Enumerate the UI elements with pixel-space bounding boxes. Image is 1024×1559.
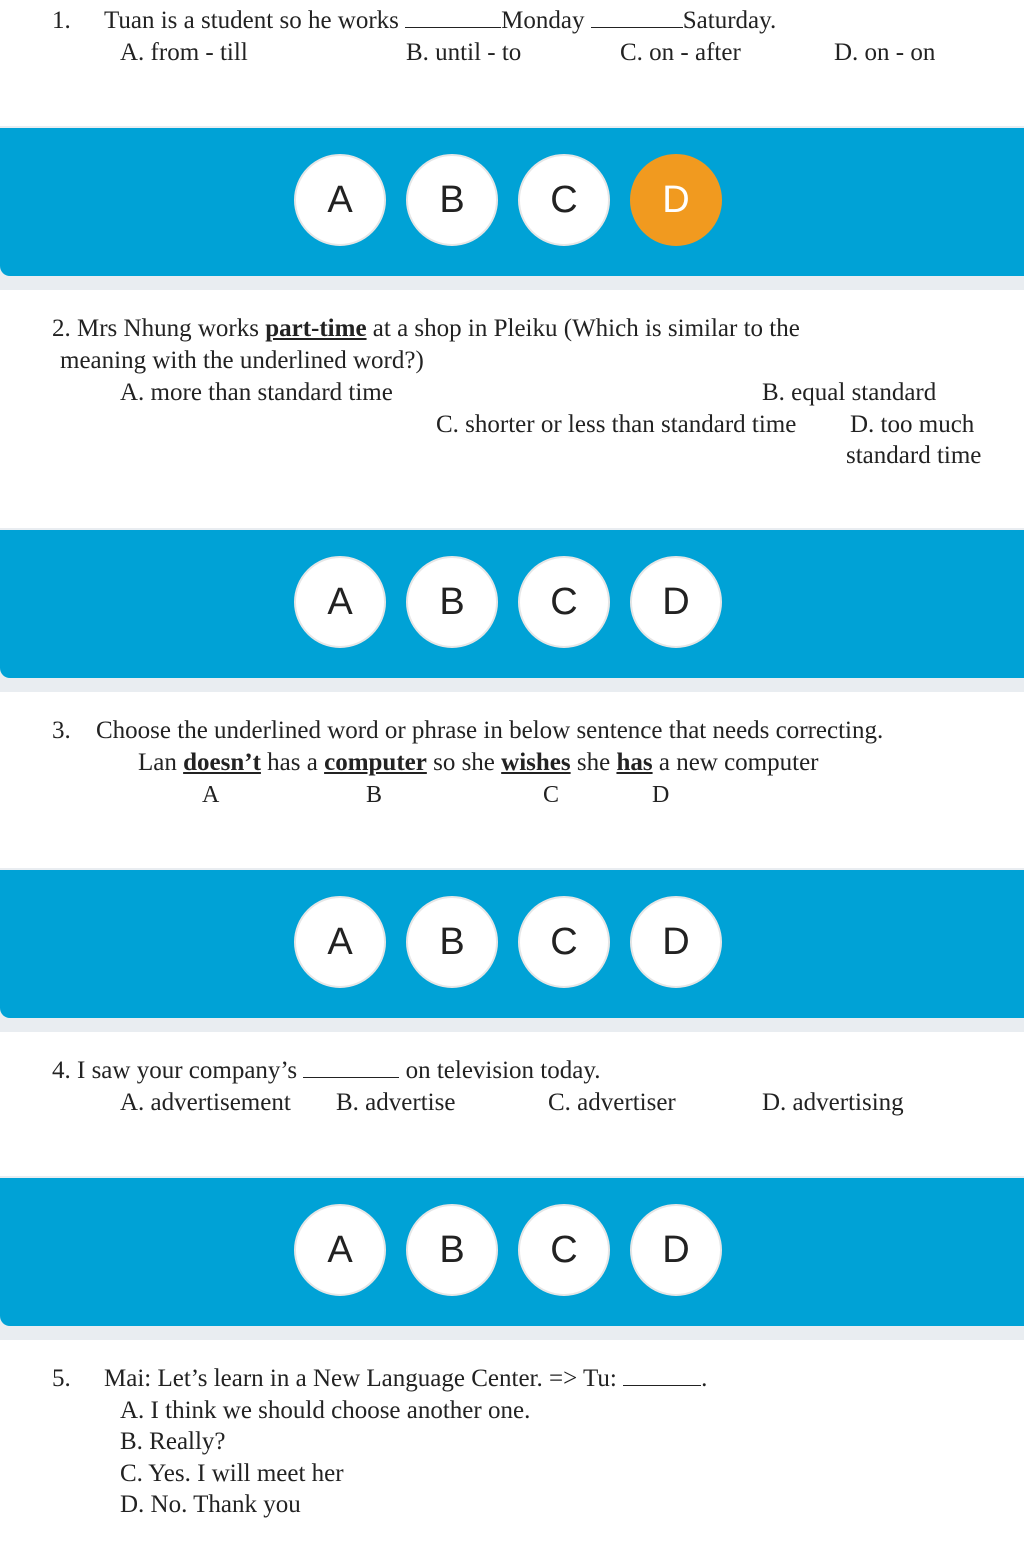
q4-answer-a-button[interactable]: A — [294, 1204, 386, 1296]
question-4-card — [0, 1032, 1024, 1176]
question-3-card — [0, 692, 1024, 868]
q1-answer-b-button[interactable]: B — [406, 154, 498, 246]
q2-option-d-line2: standard time — [846, 442, 982, 469]
q1-option-b: B. until - to — [406, 39, 522, 66]
q1-blank-2 — [591, 26, 683, 28]
q3-label-d: D — [652, 782, 670, 808]
q2-answer-d-button[interactable]: D — [630, 556, 722, 648]
q2-underlined-word: part-time — [265, 315, 367, 342]
answer-choices-1 — [294, 154, 722, 246]
q3-answer-b-button[interactable]: B — [406, 896, 498, 988]
q2-number: 2. — [52, 315, 71, 342]
q2-stem-part2: at a shop in Pleiku (Which is similar to the — [372, 315, 800, 342]
q1-option-d: D. on - on — [834, 39, 936, 66]
q2-answer-c-button[interactable]: C — [518, 556, 610, 648]
q4-blank — [303, 1076, 399, 1078]
q4-option-c: C. advertiser — [548, 1089, 676, 1116]
question-5-card — [0, 1340, 1024, 1559]
answer-choices-4 — [294, 1204, 722, 1296]
q3-instruction: Choose the underlined word or phrase in below sentence that needs correcting. — [96, 717, 884, 744]
q3-sentence-part4: she — [576, 749, 611, 776]
q4-stem-part2: on television today. — [405, 1057, 601, 1084]
q5-number: 5. — [52, 1365, 71, 1392]
q3-sentence-part3: so she — [433, 749, 495, 776]
q5-stem-text: Mai: Let’s learn in a New Language Center. => Tu: — [104, 1365, 617, 1392]
q5-stem-end: . — [701, 1365, 708, 1392]
q4-answer-c-button[interactable]: C — [518, 1204, 610, 1296]
q3-label-c: C — [543, 782, 560, 808]
q3-answer-a-button[interactable]: A — [294, 896, 386, 988]
q3-answer-c-button[interactable]: C — [518, 896, 610, 988]
q1-stem-part3: Saturday. — [682, 7, 777, 34]
q2-stem-part1: Mrs Nhung works — [77, 315, 259, 342]
q1-number: 1. — [52, 7, 71, 34]
q1-answer-a-button[interactable]: A — [294, 154, 386, 246]
q2-line-2: meaning with the underlined word?) — [60, 347, 424, 374]
question-1-card — [0, 0, 1024, 126]
q4-stem — [52, 1058, 600, 1083]
q5-option-d: D. No. Thank you — [120, 1491, 301, 1518]
q4-option-a: A. advertisement — [120, 1089, 291, 1116]
question-2-card — [0, 290, 1024, 528]
answer-choices-2 — [294, 556, 722, 648]
q5-option-a: A. I think we should choose another one. — [120, 1397, 531, 1424]
q4-number: 4. — [52, 1057, 71, 1084]
q2-option-d-line1: D. too much — [850, 411, 975, 438]
q1-stem — [104, 8, 776, 33]
q2-line-1 — [52, 316, 800, 341]
q1-stem-part1: Tuan is a student so he works — [104, 7, 399, 34]
q4-answer-b-button[interactable]: B — [406, 1204, 498, 1296]
q3-sentence-part5: a new computer — [658, 749, 819, 776]
answer-band-4 — [0, 1178, 1024, 1326]
q3-label-b: B — [366, 782, 383, 808]
q3-number: 3. — [52, 717, 71, 744]
q2-option-b: B. equal standard — [762, 379, 937, 406]
q1-option-a: A. from - till — [120, 39, 248, 66]
q3-underlined-c: wishes — [501, 749, 571, 776]
q1-answer-c-button[interactable]: C — [518, 154, 610, 246]
q3-sentence-part2: has a — [267, 749, 318, 776]
q3-sentence-part1: Lan — [138, 749, 177, 776]
q4-answer-d-button[interactable]: D — [630, 1204, 722, 1296]
answer-band-1 — [0, 128, 1024, 276]
q3-underlined-a: doesn’t — [183, 749, 261, 776]
q2-option-a: A. more than standard time — [120, 379, 393, 406]
answer-band-2 — [0, 530, 1024, 678]
q3-underlined-b: computer — [324, 749, 427, 776]
q3-sentence — [138, 750, 819, 775]
q3-label-a: A — [202, 782, 220, 808]
q4-option-b: B. advertise — [336, 1089, 456, 1116]
q5-option-b: B. Really? — [120, 1428, 226, 1455]
q2-option-c: C. shorter or less than standard time — [436, 411, 797, 438]
q5-option-c: C. Yes. I will meet her — [120, 1460, 344, 1487]
answer-band-3 — [0, 870, 1024, 1018]
q1-answer-d-button[interactable]: D — [630, 154, 722, 246]
q1-blank-1 — [405, 26, 501, 28]
q4-option-d: D. advertising — [762, 1089, 904, 1116]
q2-answer-b-button[interactable]: B — [406, 556, 498, 648]
q4-stem-part1: I saw your company’s — [77, 1057, 298, 1084]
answer-choices-3 — [294, 896, 722, 988]
q1-option-c: C. on - after — [620, 39, 741, 66]
q3-answer-d-button[interactable]: D — [630, 896, 722, 988]
q1-stem-part2: Monday — [501, 7, 585, 34]
q5-blank — [623, 1384, 701, 1386]
q2-answer-a-button[interactable]: A — [294, 556, 386, 648]
q5-stem — [104, 1366, 707, 1391]
q3-underlined-d: has — [616, 749, 653, 776]
